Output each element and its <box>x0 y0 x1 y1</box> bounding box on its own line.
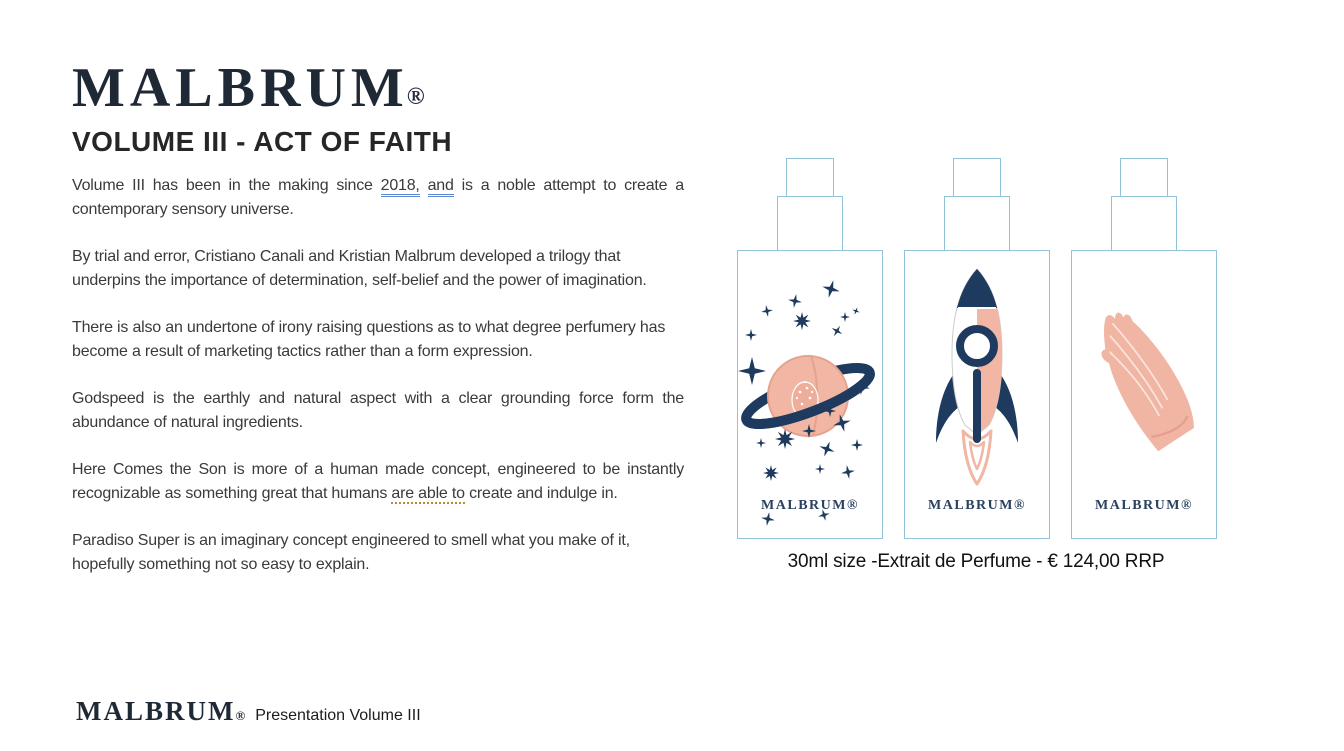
paragraph-3: There is also an undertone of irony raising questions as to what degree perfumery has become a result of marketing tactics rather than a form expression. <box>72 319 666 360</box>
paragraph-5 <box>72 458 684 506</box>
perfume-bottle-paradiso-super <box>1071 158 1217 539</box>
paragraph-1-space <box>420 177 428 194</box>
paragraph-1 <box>72 174 684 222</box>
bottle-body <box>737 250 883 539</box>
footer-label: Presentation Volume III <box>255 707 421 724</box>
perfume-bottle-here-comes-the-son <box>904 158 1050 539</box>
bottle-cap-base <box>1111 196 1177 251</box>
paragraph-5-text: create and indulge in. <box>464 485 618 502</box>
registered-trademark-icon: ® <box>406 84 425 110</box>
bottle-cap-base <box>944 196 1010 251</box>
peach-planet-icon <box>738 251 881 537</box>
price-caption: 30ml size -Extrait de Perfume - € 124,00 RRP <box>787 551 1165 572</box>
paragraph-4: Godspeed is the earthly and natural aspect with a clear grounding force form the abundance of natural ingredients. <box>72 390 684 431</box>
paragraph-2: By trial and error, Cristiano Canali and Kristian Malbrum developed a trilogy that underpins the importance of determination, self-belief and the power of imagination. <box>72 248 647 289</box>
footer-brand-logo <box>76 698 245 725</box>
bottle-cap-base <box>777 196 843 251</box>
bottle-label: MALBRUM® <box>1095 498 1193 513</box>
bottle-label: MALBRUM® <box>761 498 859 513</box>
footer-brand-logo-text: MALBRUM <box>76 696 236 726</box>
bottle-body <box>904 250 1050 539</box>
brand-logo-text: MALBRUM <box>72 57 409 119</box>
bottle-lineup <box>737 158 1217 539</box>
bottle-cap-top <box>1120 158 1168 198</box>
paragraph-1-text: is a noble attempt to create a contemporary sensory universe. <box>72 177 684 218</box>
rocket-icon <box>905 251 1048 537</box>
paragraph-5-text: Here Comes the Son is more of a human made concept, engineered to be instantly recognizable as something great that humans <box>72 461 684 502</box>
bottle-label: MALBRUM® <box>928 498 1026 513</box>
paragraph-6: Paradiso Super is an imaginary concept engineered to smell what you make of it, hopefully something not so easy to explain. <box>72 532 630 573</box>
praying-hands-icon <box>1072 251 1215 537</box>
bottle-body <box>1071 250 1217 539</box>
brand-logo <box>72 57 452 119</box>
bottle-cap-top <box>953 158 1001 198</box>
style-check-underline: are able to <box>391 485 465 502</box>
registered-trademark-icon: ® <box>235 708 246 723</box>
grammar-check-underline: and <box>428 177 454 197</box>
perfume-bottle-godspeed <box>737 158 883 539</box>
bottle-cap-top <box>786 158 834 198</box>
page-title: VOLUME III - ACT OF FAITH <box>72 126 453 157</box>
paragraph-1-text: Volume III has been in the making since <box>72 177 381 194</box>
header <box>72 57 453 157</box>
footer <box>76 698 421 725</box>
body-copy <box>72 174 684 600</box>
grammar-check-underline: 2018, <box>381 177 420 197</box>
